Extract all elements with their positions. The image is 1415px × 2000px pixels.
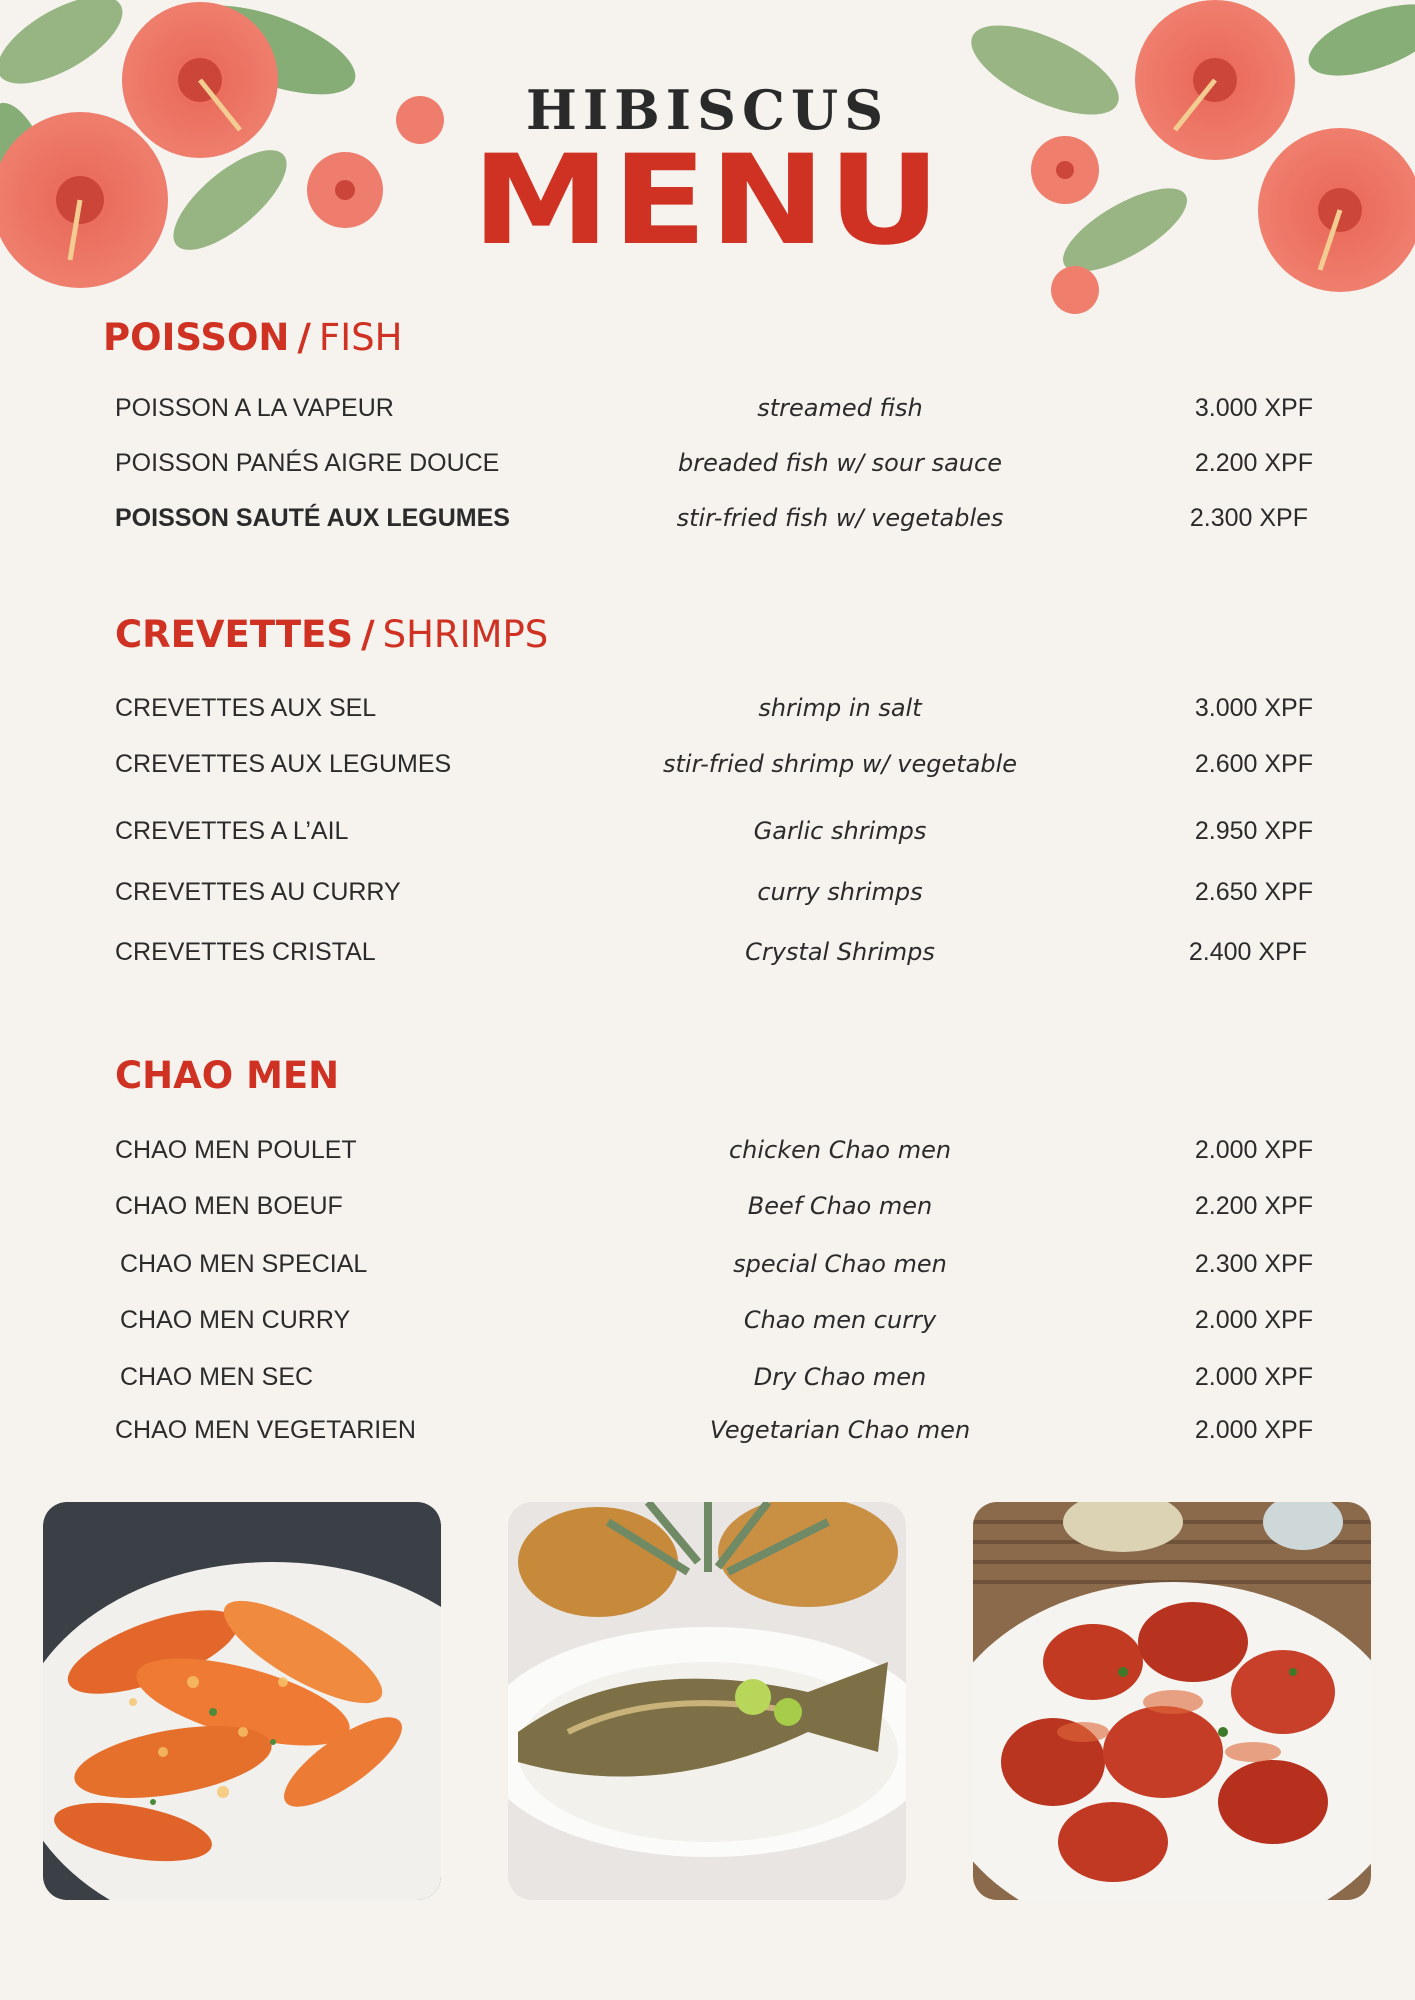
menu-item [0,1244,1415,1284]
menu-item-price: 2.300 XPF [1189,504,1308,532]
menu-item-price: 3.000 XPF [1194,394,1313,422]
fried-shrimp-photo [43,1502,441,1900]
section-title-fr: CHAO MEN [115,1054,340,1097]
menu-item-name: CHAO MEN SEC [120,1363,314,1391]
menu-item-price: 2.950 XPF [1194,817,1313,845]
brand-name: HIBISCUS [525,78,890,142]
menu-item-description: chicken Chao men [728,1136,952,1164]
menu-header [0,78,1415,273]
menu-item-description: special Chao men [733,1250,947,1278]
menu-item [0,1410,1415,1450]
menu-item-name: CHAO MEN BOEUF [115,1192,343,1220]
sweet-sour-fish-photo [973,1502,1371,1900]
menu-item-name: CHAO MEN VEGETARIEN [115,1416,416,1444]
menu-item-price: 2.650 XPF [1194,878,1313,906]
menu-item [0,1186,1415,1226]
section-title-en: SHRIMPS [382,613,549,656]
menu-item-name: CHAO MEN SPECIAL [120,1250,368,1278]
menu-item-name: POISSON SAUTÉ AUX LEGUMES [115,504,510,532]
section-title-shrimps [115,613,548,657]
section-title-en: FISH [318,316,403,359]
menu-title: MENU [471,129,944,273]
menu-item-description: stir-fried fish w/ vegetables [676,504,1004,532]
menu-item [0,388,1415,428]
menu-item-price: 3.000 XPF [1194,694,1313,722]
menu-item-price: 2.000 XPF [1194,1363,1313,1391]
menu-item-description: streamed fish [757,394,923,422]
section-title-separator: / [297,316,311,359]
section-title-chao-men [115,1054,339,1098]
menu-item [0,498,1415,538]
menu-item-price: 2.600 XPF [1194,750,1313,778]
menu-item-description: stir-fried shrimp w/ vegetable [663,750,1017,778]
menu-item-description: Garlic shrimps [753,817,927,845]
menu-item-price: 2.000 XPF [1194,1306,1313,1334]
menu-item-name: POISSON A LA VAPEUR [115,394,394,422]
menu-item [0,932,1415,972]
menu-item-name: CREVETTES AUX SEL [115,694,377,722]
menu-item [0,1130,1415,1170]
menu-item-description: shrimp in salt [758,694,922,722]
menu-item-name: POISSON PANÉS AIGRE DOUCE [115,449,500,477]
menu-item-description: curry shrimps [757,878,923,906]
menu-item-description: Crystal Shrimps [745,938,935,966]
menu-item-name: CHAO MEN POULET [115,1136,357,1164]
menu-item-name: CREVETTES A L’AIL [115,817,349,845]
menu-item-name: CHAO MEN CURRY [120,1306,351,1334]
menu-item [0,1300,1415,1340]
menu-item [0,443,1415,483]
section-title-fish [103,316,402,360]
menu-item-price: 2.200 XPF [1194,449,1313,477]
menu-item-price: 2.000 XPF [1194,1416,1313,1444]
menu-item [0,811,1415,851]
menu-item-description: breaded fish w/ sour sauce [678,449,1002,477]
section-title-separator: / [361,613,375,656]
menu-item-name: CREVETTES AU CURRY [115,878,401,906]
menu-item [0,744,1415,784]
menu-item [0,688,1415,728]
steamed-fish-photo [508,1502,906,1900]
menu-item [0,1357,1415,1397]
menu-item-description: Chao men curry [743,1306,937,1334]
menu-item-price: 2.200 XPF [1194,1192,1313,1220]
menu-item [0,872,1415,912]
menu-item-price: 2.000 XPF [1194,1136,1313,1164]
menu-item-price: 2.300 XPF [1194,1250,1313,1278]
menu-item-description: Dry Chao men [753,1363,927,1391]
menu-item-name: CREVETTES CRISTAL [115,938,376,966]
section-title-fr: CREVETTES [115,613,354,656]
menu-item-name: CREVETTES AUX LEGUMES [115,750,452,778]
menu-item-price: 2.400 XPF [1188,938,1307,966]
section-title-fr: POISSON [103,316,290,359]
menu-item-description: Vegetarian Chao men [709,1416,971,1444]
menu-item-description: Beef Chao men [747,1192,933,1220]
